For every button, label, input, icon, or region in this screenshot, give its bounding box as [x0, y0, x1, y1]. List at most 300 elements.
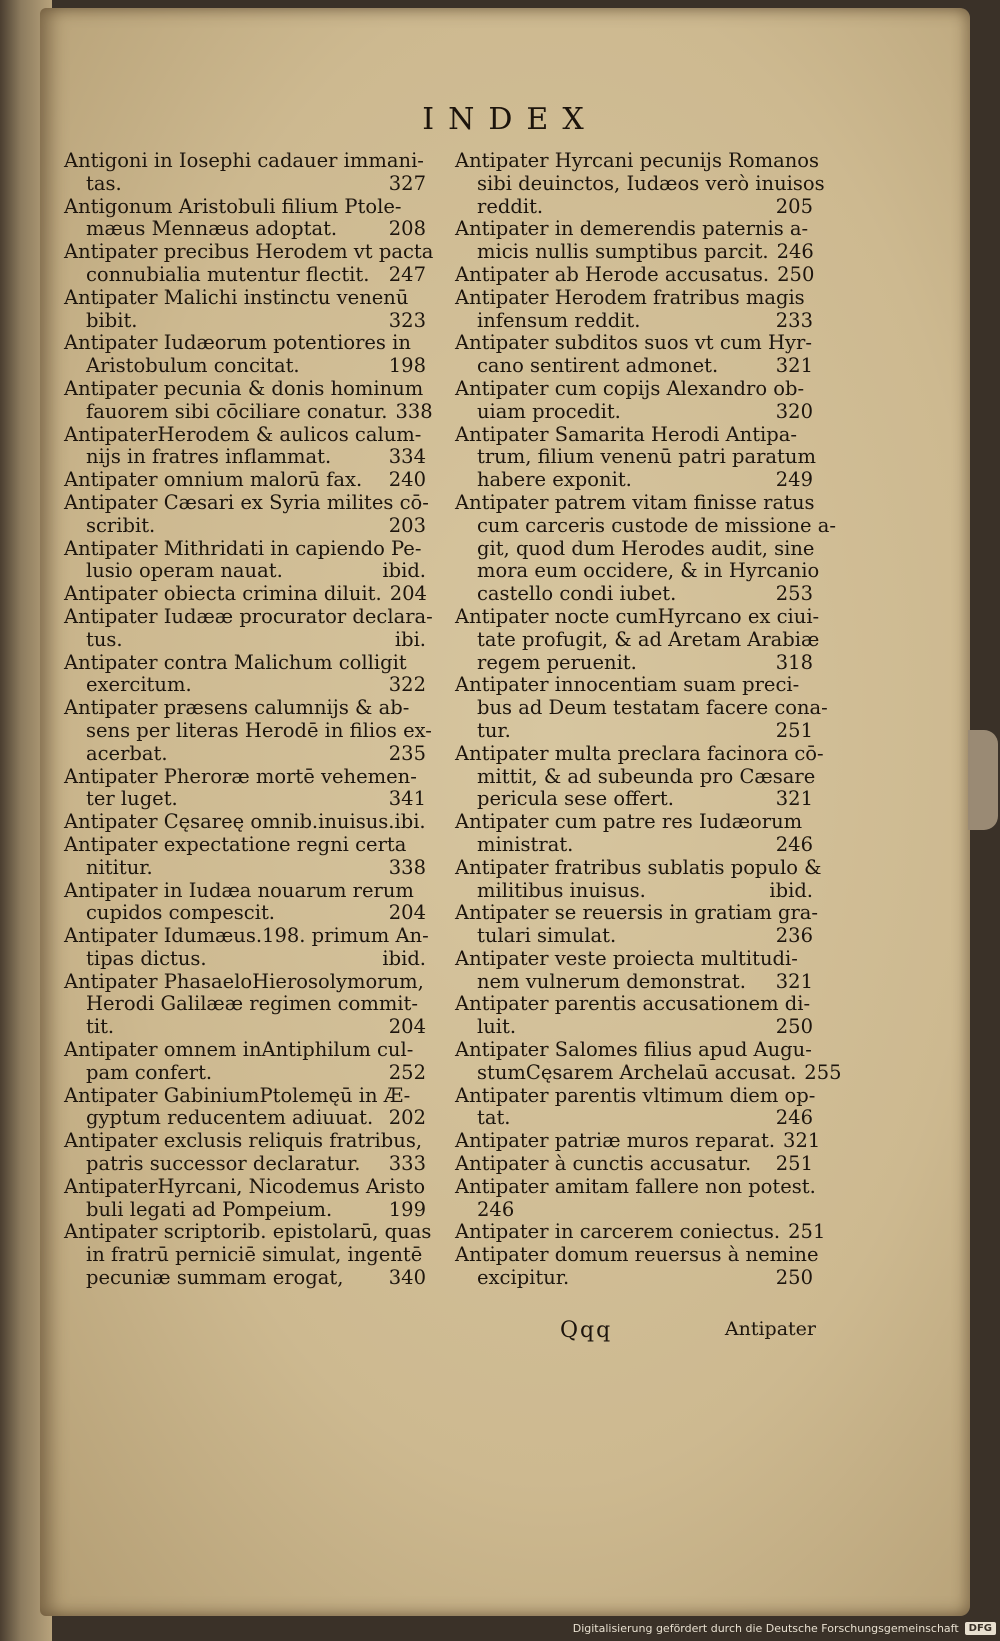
entry-text: nem vulnerum demonstrat.: [477, 969, 746, 993]
entry-text: Antipater Pheroræ mortē vehemen-: [64, 764, 417, 788]
entry-text: Antipater Idumæus.198. primum An-: [64, 924, 429, 948]
entry-text: tur.: [477, 718, 511, 742]
entry-line: [64, 538, 426, 561]
entry-text: Antipater in demerendis paternis a-: [455, 217, 809, 241]
entry-text: Antipater omnem inAntiphilum cul-: [64, 1038, 414, 1062]
entry-text: ministrat.: [477, 832, 574, 856]
index-entry: [455, 604, 820, 674]
page-number: 250: [775, 1266, 813, 1290]
entry-line: [455, 720, 813, 743]
entry-line: [455, 604, 820, 629]
entry-line: [455, 834, 813, 857]
entry-line: [455, 1174, 816, 1199]
entry-text: exercitum.: [86, 673, 192, 697]
index-entry: [455, 1153, 813, 1176]
entry-text: Antipater domum reuersus à nemine: [455, 1243, 819, 1267]
index-entry: [64, 924, 429, 971]
entry-text: habere exponit.: [477, 468, 632, 492]
entry-line: [64, 718, 432, 743]
index-entry: [64, 1039, 426, 1085]
entry-text: fauorem sibi cōciliare conatur.: [86, 399, 388, 423]
page-number: 251: [775, 718, 813, 742]
entry-text: uiam procedit.: [477, 399, 621, 423]
entry-text: Antipater Cęsareę omnib.inuisus.ibi.: [64, 810, 426, 834]
entry-text: Antipater Iudææ procurator declara-: [64, 604, 433, 628]
page-number: 327: [388, 171, 426, 195]
entry-text: Antipater cum copijs Alexandro ob-: [455, 376, 805, 400]
entry-line: [64, 1039, 426, 1062]
page-number: 321: [775, 354, 813, 378]
entry-line: [455, 1107, 813, 1130]
page-number: 236: [775, 924, 813, 948]
entry-text: regem peruenit.: [477, 650, 637, 674]
entry-line: [64, 629, 426, 652]
entry-text: Antipater parentis accusationem di-: [455, 992, 811, 1016]
entry-line: [455, 925, 813, 948]
entry-text: Antipater Hyrcani pecunijs Romanos: [455, 149, 819, 172]
entry-line: [64, 173, 426, 196]
index-entry: [455, 1243, 819, 1290]
entry-line: [455, 538, 813, 561]
page-number: ibid.: [382, 946, 426, 970]
left-index-column: [64, 149, 434, 1290]
entry-text: stumCęsarem Archelaū accusat.: [477, 1060, 797, 1084]
entry-text: bus ad Deum testatam facere cona-: [477, 696, 828, 720]
entry-text: acerbat.: [86, 741, 168, 765]
entry-line: [64, 490, 429, 515]
entry-text: Antipater multa preclara facinora cō-: [455, 741, 824, 765]
entry-text: Antipater subditos suos vt cum Hyr-: [455, 331, 812, 355]
entry-text: Antipater in Iudæa nouarum rerum: [64, 878, 414, 902]
index-entry: [455, 422, 816, 492]
entry-text: cum carceris custode de missione a-: [477, 513, 836, 537]
entry-text: Antipater GabiniumPtolemęū in Æ-: [64, 1083, 411, 1107]
signature-mark: Qqq: [560, 1318, 613, 1343]
entry-text: bibit.: [86, 308, 138, 332]
entry-line: [64, 766, 426, 789]
entry-line: [455, 1267, 813, 1290]
page-number: 203: [388, 513, 426, 537]
entry-line: [455, 513, 836, 538]
page-number: 338: [395, 399, 433, 423]
index-entry: [455, 1220, 826, 1244]
entry-text: tipas dictus.: [86, 946, 207, 970]
entry-text: tulari simulat.: [477, 924, 617, 948]
index-entry: [455, 1129, 821, 1153]
entry-text: buli legati ad Pompeium.: [86, 1197, 333, 1221]
entry-line: [64, 697, 426, 720]
entry-text: patris successor declaratur.: [86, 1152, 361, 1176]
entry-text: Antipater parentis vltimum diem op-: [455, 1083, 816, 1107]
index-entry: [64, 196, 426, 242]
page-number: 321: [783, 1129, 821, 1153]
page-number: 252: [388, 1060, 426, 1084]
entry-line: [64, 150, 426, 173]
entry-text: Antipater pecunia & donis hominum: [64, 376, 424, 400]
entry-text: Antipater PhasaeloHierosolymorum,: [64, 969, 424, 993]
entry-line: [64, 924, 429, 948]
entry-line: [64, 240, 434, 264]
entry-text: mæus Mennæus adoptat.: [86, 217, 338, 241]
entry-text: Antipater Samarita Herodi Antipa-: [455, 422, 797, 446]
index-entry: [455, 811, 813, 857]
entry-line: [64, 743, 426, 766]
entry-line: [64, 378, 426, 401]
entry-line: [455, 310, 813, 333]
entry-line: [64, 788, 426, 811]
index-entry: [455, 855, 822, 903]
page-number: 247: [388, 262, 426, 286]
entry-text: micis nullis sumptibus parcit.: [477, 240, 769, 264]
entry-line: [455, 993, 813, 1016]
page-number: ibid.: [769, 878, 813, 902]
index-entry: [64, 1085, 426, 1131]
entry-line: [64, 1244, 426, 1267]
entry-text: pecuniæ summam erogat,: [86, 1266, 344, 1290]
entry-line: [64, 560, 426, 583]
entry-text: tit.: [86, 1015, 115, 1039]
entry-line: [64, 310, 426, 333]
entry-text: gyptum reducentem adiuuat.: [86, 1106, 374, 1130]
dfg-logo: DFG: [965, 1622, 996, 1635]
entry-text: Antipater Herodem fratribus magis: [455, 285, 805, 309]
entry-text: castello condi iubet.: [477, 582, 677, 606]
entry-line: [64, 993, 426, 1016]
index-entry: [455, 149, 825, 218]
index-entry: [455, 1038, 842, 1085]
page-number: 334: [388, 445, 426, 469]
index-entry: [64, 376, 433, 424]
index-entry: [64, 490, 429, 538]
entry-line: [455, 1039, 813, 1062]
page-number: 233: [775, 308, 813, 332]
page-footer: [560, 1318, 816, 1343]
page-number: 246: [775, 832, 813, 856]
page-number: 322: [388, 673, 426, 697]
entry-line: [455, 469, 813, 492]
entry-text: nijs in fratres inflammat.: [86, 445, 332, 469]
entry-line: [64, 1062, 426, 1085]
entry-line: [64, 1220, 432, 1244]
entry-line: [455, 1199, 813, 1222]
page-number: 338: [388, 855, 426, 879]
entry-text: Antigoni in Iosephi cadauer immani-: [64, 149, 424, 172]
index-entry: [64, 469, 426, 492]
entry-line: [64, 1085, 426, 1108]
page-number: ibi.: [394, 627, 426, 651]
entry-text: tas.: [86, 171, 122, 195]
entry-text: Antipater patrem vitam finisse ratus: [455, 490, 815, 514]
entry-line: [455, 696, 828, 720]
index-entry: [455, 901, 819, 948]
entry-line: [64, 332, 426, 355]
entry-line: [64, 1130, 426, 1153]
entry-line: [64, 811, 426, 834]
index-entry: [64, 1130, 426, 1176]
entry-text: tus.: [86, 627, 123, 651]
entry-text: nititur.: [86, 855, 153, 879]
entry-text: militibus inuisus.: [477, 878, 646, 902]
page-number: 250: [775, 1015, 813, 1039]
entry-line: [64, 1016, 426, 1039]
page-number: 198: [388, 354, 426, 378]
index-entry: [455, 287, 813, 333]
entry-line: [455, 948, 813, 971]
index-entry: [455, 264, 813, 287]
index-entry: [455, 673, 828, 742]
index-entry: [455, 948, 813, 994]
index-entry: [455, 993, 813, 1039]
entry-line: [455, 559, 820, 583]
index-entry: [455, 741, 824, 811]
page-number: 320: [775, 399, 813, 423]
page-number: 202: [388, 1106, 426, 1130]
page-number: 253: [775, 582, 813, 606]
index-entry: [455, 1083, 816, 1131]
entry-line: [64, 446, 426, 469]
page-number: 340: [388, 1266, 426, 1290]
page-number: 250: [777, 262, 815, 286]
page-number: ibid.: [382, 559, 426, 583]
entry-line: [64, 196, 426, 219]
entry-text: Antipater ab Herode accusatus.: [455, 262, 770, 286]
entry-text: 246: [477, 1197, 515, 1221]
entry-text: Antipater veste proiecta multitudi-: [455, 946, 798, 970]
entry-line: [455, 241, 813, 264]
entry-line: [64, 652, 426, 675]
entry-line: [455, 1243, 819, 1267]
entry-text: Antipater nocte cumHyrcano ex ciui-: [455, 604, 820, 628]
entry-line: [455, 1060, 842, 1085]
entry-line: [455, 1129, 821, 1153]
entry-line: [64, 287, 426, 310]
entry-text: Antipater se reuersis in gratiam gra-: [455, 901, 819, 925]
index-entry: [64, 971, 426, 1039]
entry-line: [64, 355, 426, 378]
entry-text: Antipater à cunctis accusatur.: [455, 1152, 752, 1176]
entry-line: [64, 1153, 426, 1176]
entry-text: Antipater obiecta crimina diluit.: [64, 582, 382, 606]
entry-line: [455, 1153, 813, 1176]
entry-text: ter luget.: [86, 787, 178, 811]
entry-text: tate profugit, & ad Aretam Arabiæ: [477, 627, 820, 651]
entry-line: [455, 627, 820, 652]
credit-text: Digitalisierung gefördert durch die Deutsche Forschungsgemeinschaft: [572, 1622, 959, 1635]
entry-line: [64, 399, 433, 424]
entry-text: reddit.: [477, 194, 544, 218]
entry-text: mittit, & ad subeunda pro Cæsare: [477, 764, 816, 788]
index-entry: [64, 652, 426, 698]
index-entry: [64, 538, 426, 584]
page-number: 255: [804, 1060, 842, 1084]
entry-line: [455, 332, 813, 355]
entry-line: [455, 855, 822, 880]
entry-text: infensum reddit.: [477, 308, 641, 332]
entry-text: Antipater scriptorib. epistolarū, quas: [64, 1220, 432, 1244]
entry-text: cupidos compescit.: [86, 901, 276, 925]
index-entry: [455, 218, 813, 264]
index-entry: [64, 240, 434, 287]
entry-text: Antipater Iudæorum potentiores in: [64, 331, 411, 355]
page-number: 246: [775, 1106, 813, 1130]
entry-line: [455, 971, 813, 994]
entry-line: [455, 1016, 813, 1039]
entry-line: [455, 424, 813, 447]
index-entry: [64, 332, 426, 378]
entry-text: Antigonum Aristobuli filium Ptole-: [64, 194, 402, 218]
entry-line: [64, 971, 426, 994]
entry-line: [455, 788, 813, 811]
page-title: INDEX: [422, 102, 598, 137]
index-entry: [455, 332, 813, 378]
entry-text: AntipaterHyrcani, Nicodemus Aristo: [64, 1174, 426, 1198]
entry-line: [455, 149, 819, 173]
index-entry: [455, 1174, 816, 1222]
entry-text: excipitur.: [477, 1266, 570, 1290]
index-entry: [64, 583, 426, 606]
entry-line: [64, 424, 426, 447]
index-entry: [64, 1220, 432, 1290]
entry-text: Antipater fratribus sublatis populo &: [455, 855, 822, 879]
entry-line: [64, 1107, 426, 1130]
entry-text: luit.: [477, 1015, 517, 1039]
entry-text: pericula sese offert.: [477, 787, 674, 811]
page-number: 341: [388, 787, 426, 811]
entry-text: Antipater omnium malorū fax.: [64, 468, 363, 492]
entry-line: [455, 652, 813, 675]
entry-line: [64, 674, 426, 697]
entry-line: [455, 1083, 816, 1108]
entry-line: [455, 901, 819, 925]
entry-text: Herodi Galilææ regimen commit-: [86, 992, 418, 1016]
entry-text: Antipater cum patre res Iudæorum: [455, 810, 803, 834]
entry-line: [455, 287, 813, 310]
entry-text: lusio operam nauat.: [86, 559, 283, 583]
page-number: 321: [775, 969, 813, 993]
entry-text: Antipater expectatione regni certa: [64, 832, 407, 856]
page-number: 204: [388, 1015, 426, 1039]
entry-text: scribit.: [86, 513, 156, 537]
entry-text: Antipater exclusis reliquis fratribus,: [64, 1129, 423, 1153]
entry-line: [455, 583, 813, 606]
entry-line: [64, 604, 433, 629]
entry-line: [455, 492, 813, 515]
entry-line: [455, 401, 813, 424]
page-number: 333: [388, 1152, 426, 1176]
page-number: 321: [775, 787, 813, 811]
entry-line: [455, 445, 816, 469]
index-entry: [455, 490, 836, 606]
entry-text: tat.: [477, 1106, 511, 1130]
page-number: 323: [388, 308, 426, 332]
catchword: Antipater: [724, 1318, 816, 1340]
page-number: 204: [389, 582, 427, 606]
page-number: 235: [388, 741, 426, 765]
entry-line: [455, 880, 813, 903]
index-entry: [64, 287, 426, 333]
page-number: 204: [388, 901, 426, 925]
entry-text: sibi deuinctos, Iudæos verò inuisos: [477, 171, 825, 195]
entry-line: [455, 196, 813, 219]
entry-text: Antipater præsens calumnijs & ab-: [64, 696, 410, 720]
page-number: 249: [775, 468, 813, 492]
index-entry: [64, 696, 432, 765]
page-number: 199: [388, 1197, 426, 1221]
index-entry: [64, 766, 426, 812]
digitization-credit: [573, 1622, 996, 1635]
page-number: 251: [788, 1220, 826, 1244]
right-index-column: [455, 149, 842, 1290]
page-number: 205: [775, 194, 813, 218]
entry-line: [64, 834, 426, 857]
entry-text: Aristobulum concitat.: [86, 354, 300, 378]
entry-text: Antipater patriæ muros reparat.: [455, 1129, 776, 1153]
entry-line: [64, 948, 426, 971]
entry-text: in fratrū perniciē simulat, ingentē: [86, 1243, 423, 1267]
entry-line: [64, 902, 426, 925]
entry-line: [455, 171, 825, 196]
entry-line: [455, 378, 813, 401]
entry-text: Antipater Salomes filius apud Augu-: [455, 1038, 812, 1062]
page-number: 251: [775, 1152, 813, 1176]
entry-line: [64, 1176, 426, 1199]
index-entry: [64, 1176, 426, 1222]
entry-text: connubialia mutentur flectit.: [86, 262, 370, 286]
page-number: 208: [388, 217, 426, 241]
entry-line: [455, 1220, 826, 1244]
index-entry: [64, 424, 426, 470]
entry-text: trum, filium venenū patri paratum: [477, 445, 816, 469]
entry-text: Antipater in carcerem coniectus.: [455, 1220, 781, 1244]
index-entry: [455, 378, 813, 424]
page-number: 240: [388, 468, 426, 492]
entry-line: [64, 857, 426, 880]
entry-line: [455, 811, 813, 834]
index-entry: [64, 834, 426, 880]
entry-text: Antipater contra Malichum colligit: [64, 650, 407, 674]
entry-line: [64, 264, 426, 287]
page-number: 318: [775, 650, 813, 674]
entry-line: [455, 674, 813, 697]
entry-text: Antipater amitam fallere non potest.: [455, 1174, 816, 1198]
entry-line: [64, 469, 426, 492]
entry-line: [64, 515, 426, 538]
entry-line: [455, 355, 813, 378]
entry-line: [64, 880, 426, 903]
page-tab: [968, 730, 998, 830]
index-entry: [64, 811, 426, 834]
index-entry: [64, 150, 426, 196]
entry-text: Antipater innocentiam suam preci-: [455, 673, 800, 697]
entry-text: git, quod dum Herodes audit, sine: [477, 536, 815, 560]
entry-text: Antipater Cæsari ex Syria milites cō-: [64, 490, 429, 514]
entry-text: AntipaterHerodem & aulicos calum-: [64, 422, 422, 446]
entry-line: [64, 1199, 426, 1222]
page-number: 246: [776, 240, 814, 264]
entry-line: [64, 1267, 426, 1290]
index-entry: [64, 880, 426, 926]
entry-text: cano sentirent admonet.: [477, 354, 719, 378]
entry-line: [455, 764, 816, 789]
entry-text: Antipater Malichi instinctu venenū: [64, 285, 409, 309]
index-entry: [64, 604, 433, 652]
entry-line: [455, 218, 813, 241]
entry-line: [455, 264, 813, 287]
entry-text: sens per literas Herodē in filios ex-: [86, 718, 432, 742]
entry-text: pam confert.: [86, 1060, 213, 1084]
entry-text: Antipater precibus Herodem vt pacta: [64, 240, 434, 264]
entry-text: mora eum occidere, & in Hyrcanio: [477, 559, 820, 583]
